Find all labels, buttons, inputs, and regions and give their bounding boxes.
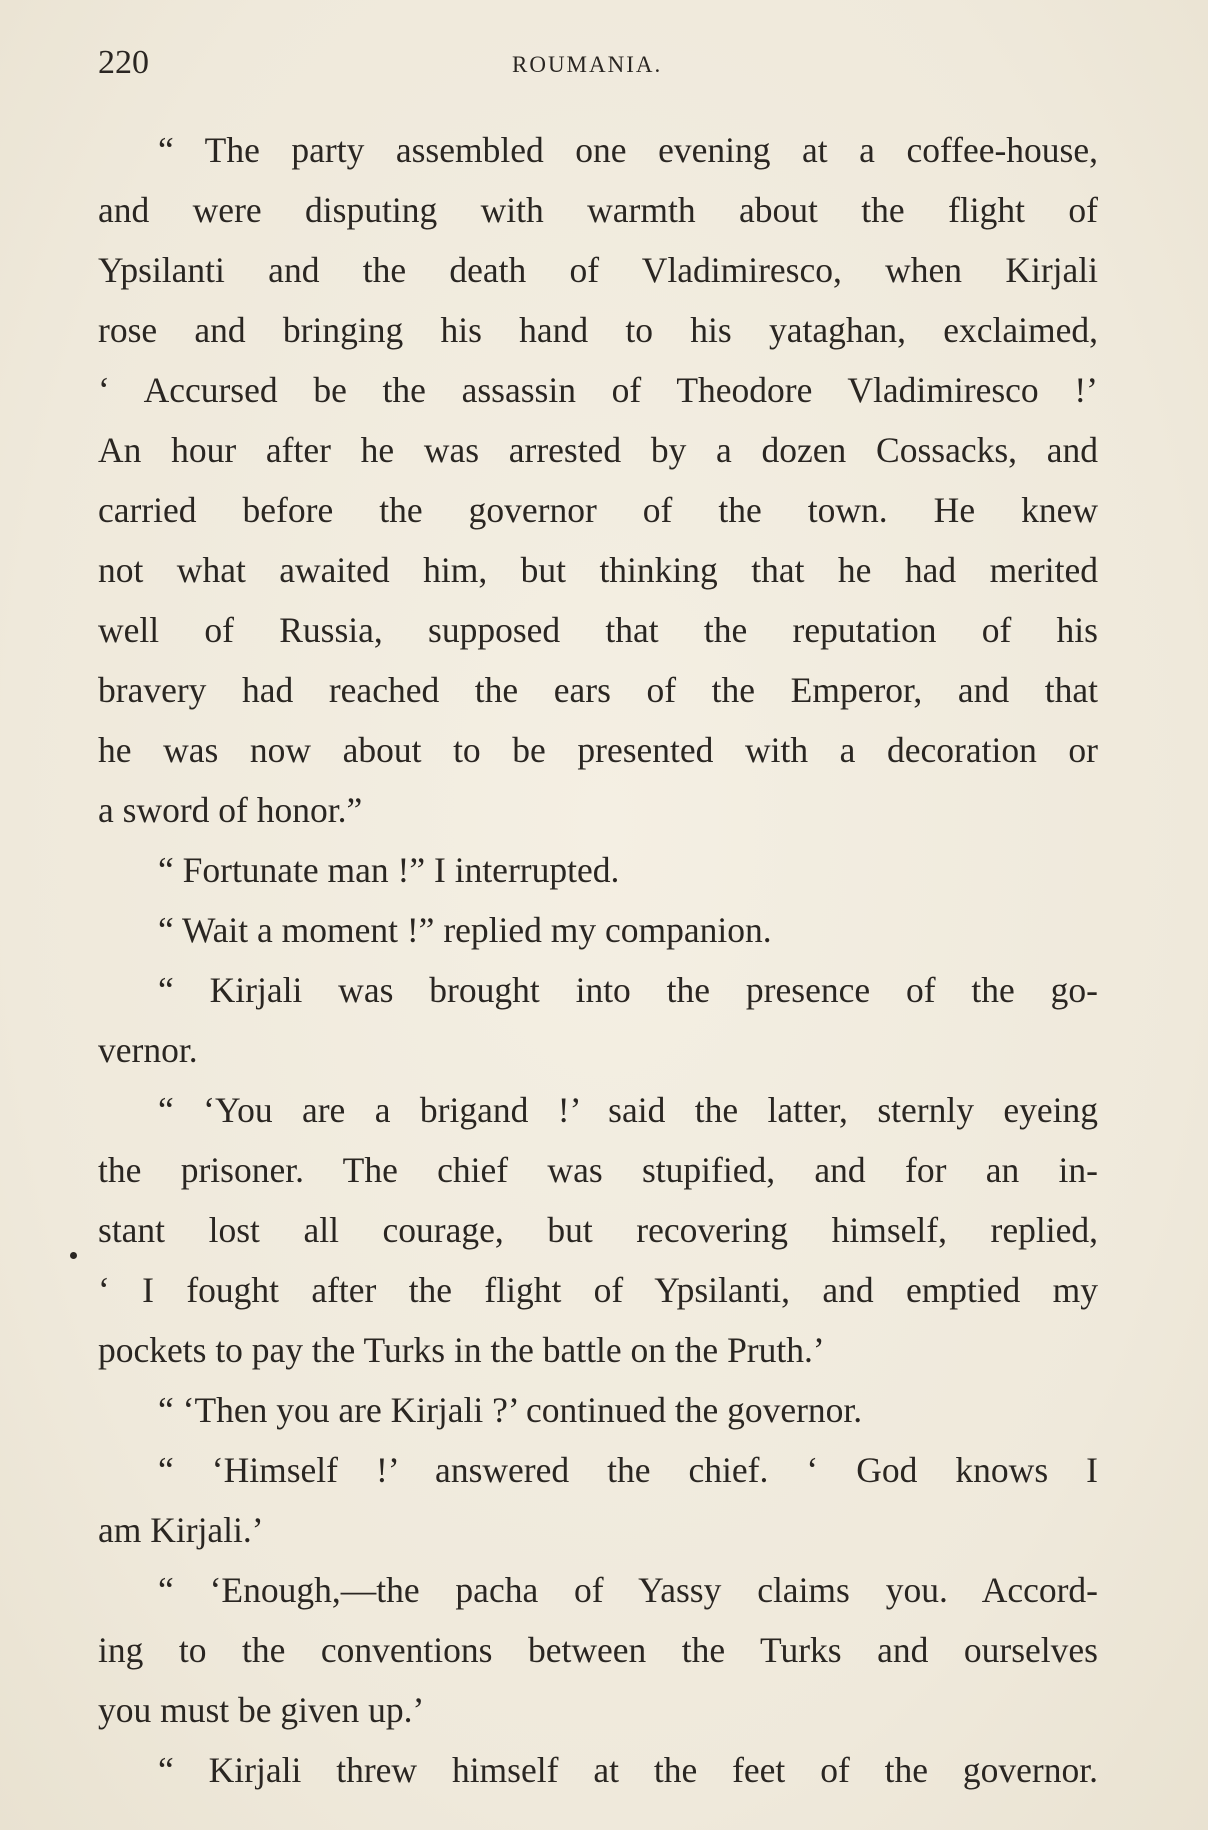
text-line: bravery had reached the ears of the Emperor, and that bbox=[98, 670, 1098, 710]
text-line: “ ‘Himself !’ answered the chief. ‘ God knows I bbox=[158, 1450, 1098, 1490]
text-line: well of Russia, supposed that the reputation of his bbox=[98, 610, 1098, 650]
text-line: “ The party assembled one evening at a coffee-house, bbox=[158, 130, 1098, 170]
text-line: and were disputing with warmth about the flight of bbox=[98, 190, 1098, 230]
text-line: carried before the governor of the town. He knew bbox=[98, 490, 1098, 530]
text-line: “ Fortunate man !” I interrupted. bbox=[158, 850, 620, 890]
text-line: “ ‘Then you are Kirjali ?’ continued the governor. bbox=[158, 1390, 863, 1430]
text-line: the prisoner. The chief was stupified, and for an in- bbox=[98, 1150, 1098, 1190]
text-line: he was now about to be presented with a decoration or bbox=[98, 730, 1098, 770]
body-text bbox=[98, 120, 1098, 1800]
page-number: 220 bbox=[98, 44, 149, 81]
text-line: ‘ Accursed be the assassin of Theodore Vladimiresco !’ bbox=[98, 370, 1098, 410]
ink-dot-mark bbox=[70, 1252, 77, 1259]
text-line: “ ‘You are a brigand !’ said the latter, sternly eyeing bbox=[158, 1090, 1098, 1130]
text-line: “ ‘Enough,—the pacha of Yassy claims you. Accord- bbox=[158, 1570, 1098, 1610]
text-line: not what awaited him, but thinking that he had merited bbox=[98, 550, 1098, 590]
text-line: ‘ I fought after the flight of Ypsilanti, and emptied my bbox=[98, 1270, 1098, 1310]
text-line: vernor. bbox=[98, 1030, 198, 1070]
text-line: am Kirjali.’ bbox=[98, 1510, 264, 1550]
text-line: a sword of honor.” bbox=[98, 790, 363, 830]
running-head: ROUMANIA. bbox=[512, 52, 663, 77]
text-line: you must be given up.’ bbox=[98, 1690, 425, 1730]
text-line: Ypsilanti and the death of Vladimiresco, when Kirjali bbox=[98, 250, 1098, 290]
text-line: stant lost all courage, but recovering himself, replied, bbox=[98, 1210, 1098, 1250]
text-line: ing to the conventions between the Turks and ourselves bbox=[98, 1630, 1098, 1670]
text-line: “ Kirjali threw himself at the feet of the governor. bbox=[158, 1750, 1098, 1790]
page-header bbox=[98, 38, 1098, 88]
text-line: An hour after he was arrested by a dozen Cossacks, and bbox=[98, 430, 1098, 470]
text-line: “ Wait a moment !” replied my companion. bbox=[158, 910, 772, 950]
text-line: pockets to pay the Turks in the battle on the Pruth.’ bbox=[98, 1330, 825, 1370]
text-line: “ Kirjali was brought into the presence of the go- bbox=[158, 970, 1098, 1010]
text-line: rose and bringing his hand to his yataghan, exclaimed, bbox=[98, 310, 1098, 350]
